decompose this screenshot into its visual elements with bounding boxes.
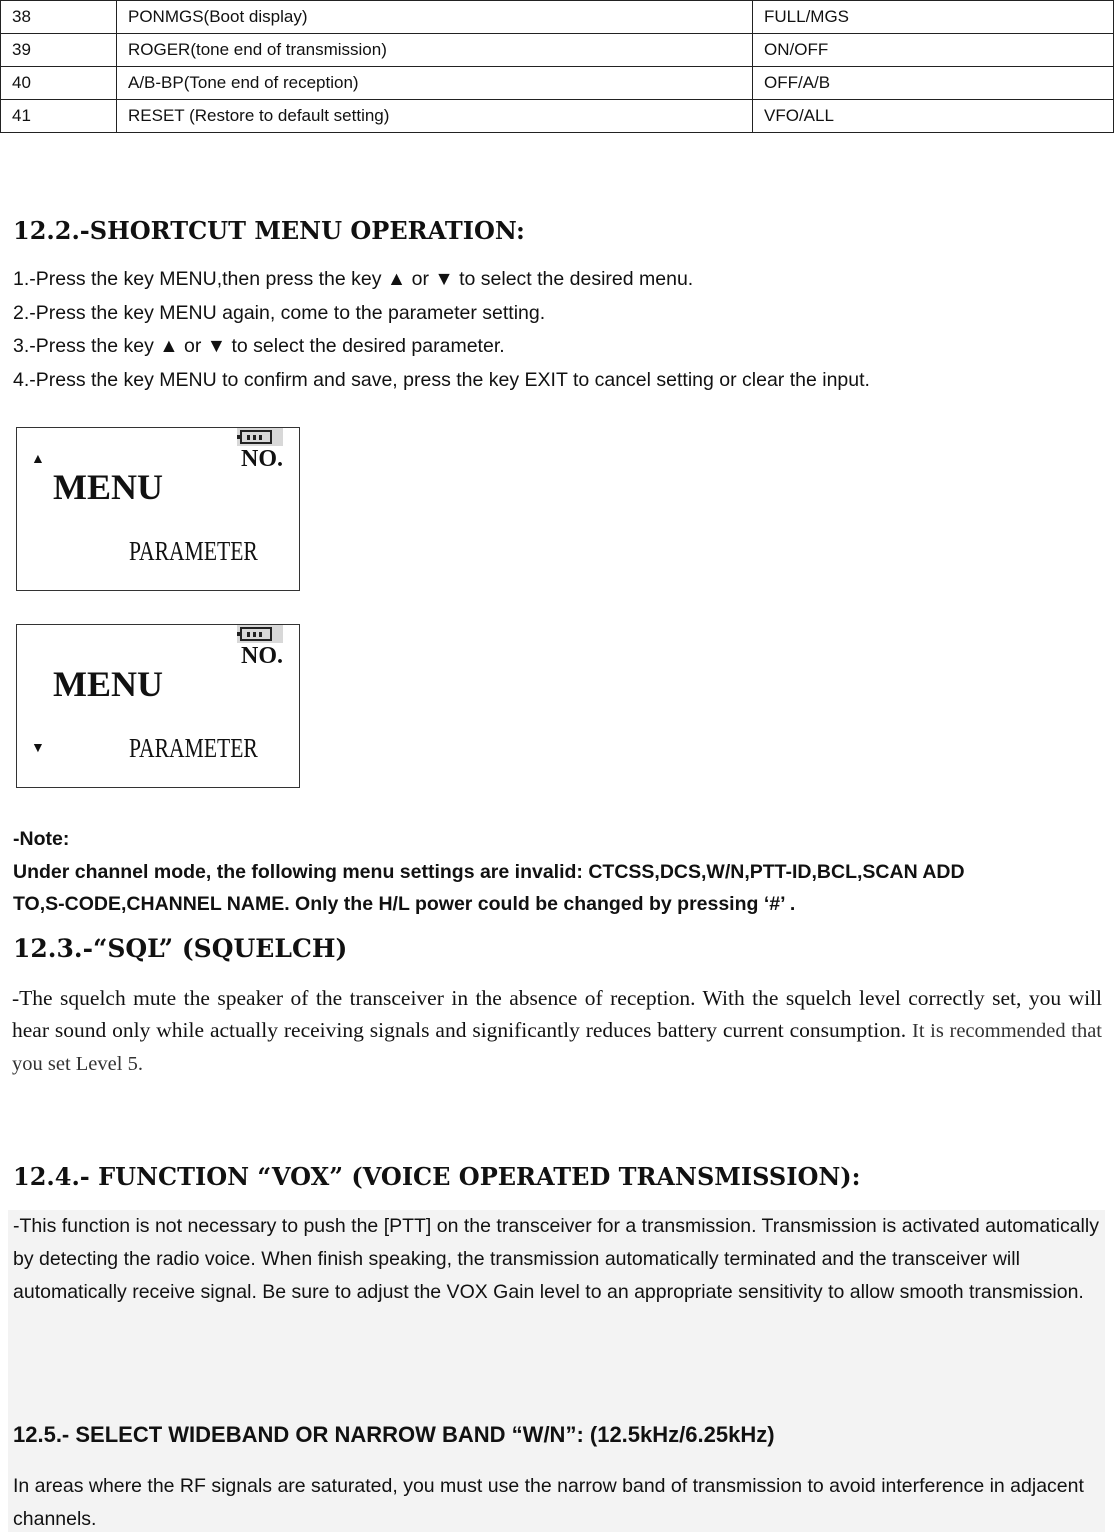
row-setting-name: PONMGS(Boot display) [117,1,753,34]
lcd-display-up [16,427,300,591]
sql-heading: 12.3.-“SQL” (SQUELCH) [13,934,348,963]
wn-paragraph: In areas where the RF signals are saturated, you must use the narrow band of transmission to avoid interference in adjacent channels. [13,1475,1084,1530]
step-3: 3.-Press the key ▲ or ▼ to select the desired parameter. [13,335,505,357]
lcd-no-label: NO. [241,643,283,669]
lcd-parameter-label: PARAMETER [129,733,258,763]
lcd-no-label: NO. [241,446,283,472]
table-row [1,34,1114,67]
row-setting-values: ON/OFF [753,34,1114,67]
row-number: 41 [1,100,117,133]
vox-heading: 12.4.- FUNCTION “VOX” (VOICE OPERATED TRANSMISSION): [13,1162,861,1191]
step-4: 4.-Press the key MENU to confirm and save, press the key EXIT to cancel setting or clear the input. [13,368,870,391]
battery-icon [237,428,283,446]
note-line-2: TO,S-CODE,CHANNEL NAME. Only the H/L power could be changed by pressing ‘#’ . [13,893,796,915]
step-2: 2.-Press the key MENU again, come to the parameter setting. [13,301,546,324]
shortcut-steps [13,263,870,397]
sql-recommendation: It is recommended that you set Level 5. [12,1020,1102,1075]
vox-paragraph: -This function is not necessary to push the [PTT] on the transceiver for a transmission. Transmission is activated automatically by detecting the radio voice. When finish speaking, the transmission automatically terminated and the transceiver will automatically receive signal. Be sure to adjust the VOX Gain level to an appropriate sensitivity to allow smooth transmission. [13,1215,1099,1303]
lcd-menu-label: MENU [53,467,163,507]
row-number: 39 [1,34,117,67]
row-number: 38 [1,1,117,34]
row-setting-name: A/B-BP(Tone end of reception) [117,67,753,100]
note-line-1: Under channel mode, the following menu settings are invalid: CTCSS,DCS,W/N,PTT-ID,BCL,SCAN ADD [13,860,965,883]
battery-icon [237,625,283,643]
row-setting-name: RESET (Restore to default setting) [117,100,753,133]
note-block [13,823,965,921]
step-1: 1.-Press the key MENU,then press the key ▲ or ▼ to select the desired menu. [13,268,694,290]
note-title: -Note: [13,828,70,850]
row-setting-values: OFF/A/B [753,67,1114,100]
sql-paragraph [12,982,1102,1080]
table-row [1,67,1114,100]
up-arrow-icon: ▲ [31,450,45,466]
lcd-menu-label: MENU [53,664,163,704]
shortcut-heading: 12.2.-SHORTCUT MENU OPERATION: [13,216,525,245]
lcd-display-down [16,624,300,788]
row-setting-values: VFO/ALL [753,100,1114,133]
menu-settings-table [0,0,1114,133]
row-setting-values: FULL/MGS [753,1,1114,34]
wn-heading: 12.5.- SELECT WIDEBAND OR NARROW BAND “W/N”: (12.5kHz/6.25kHz) [13,1422,775,1447]
sql-body-text: -The squelch mute the speaker of the transceiver in the absence of reception. With the squelch level correctly set, you will hear sound only while actually receiving signals and significantly reduces battery current consumption. [12,986,1102,1042]
table-row [1,100,1114,133]
row-setting-name: ROGER(tone end of transmission) [117,34,753,67]
row-number: 40 [1,67,117,100]
lcd-parameter-label: PARAMETER [129,536,258,566]
table-row [1,1,1114,34]
down-arrow-icon: ▼ [31,739,45,755]
